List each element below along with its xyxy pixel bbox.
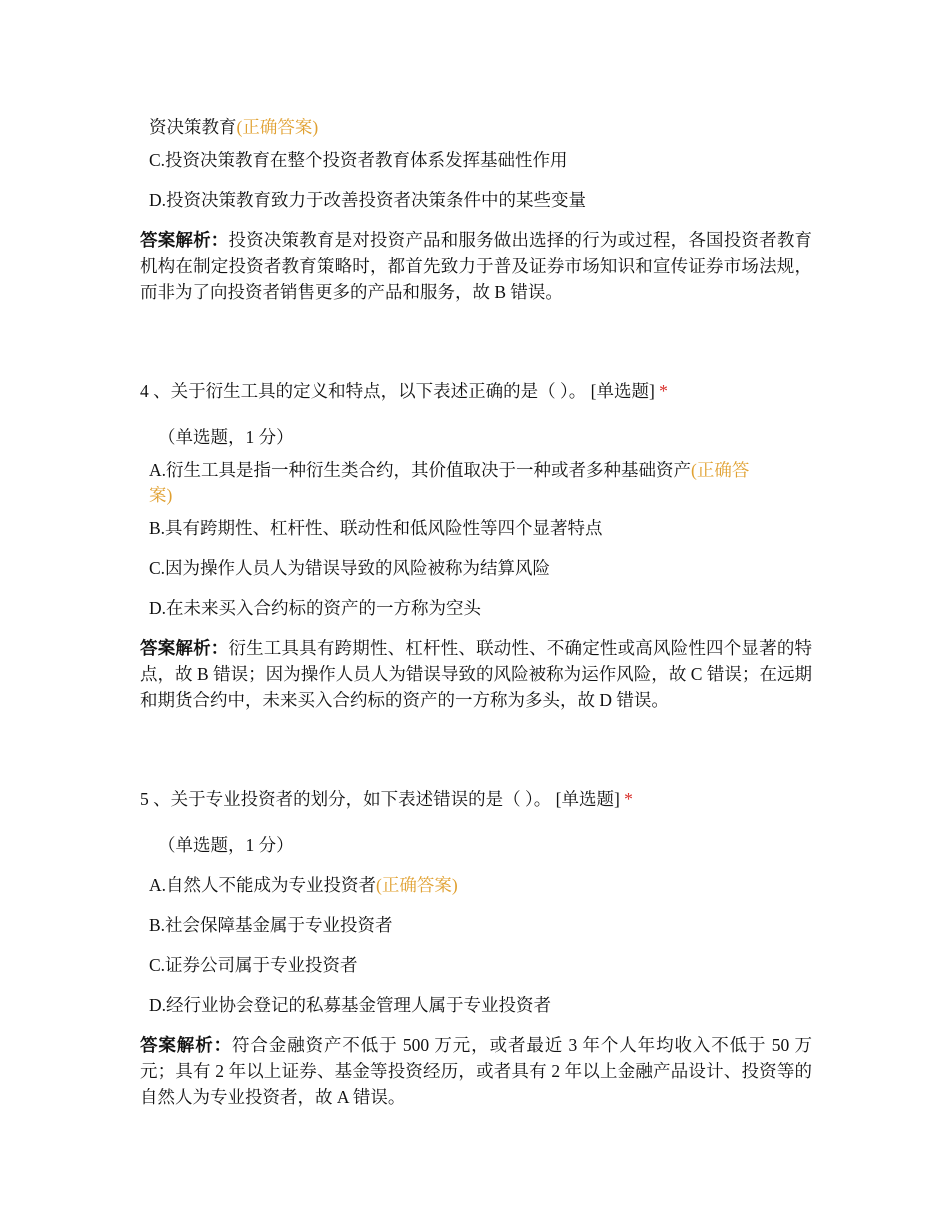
q4-title bbox=[140, 378, 668, 404]
q3-option-b-tail bbox=[149, 114, 318, 140]
q4-analysis-text: 衍生工具具有跨期性、杠杆性、联动性、不确定性或高风险性四个显著的特点，故 B 错误；因为操作人员人为错误导致的风险被称为运作风险，故 C 错误；在远期和期货合约中，未来买入合约标的资产的一方称为多头，故 D 错误。 bbox=[140, 638, 813, 710]
q4-option-a-text: A.衍生工具是指一种衍生类合约，其价值取决于一种或者多种基础资产 bbox=[149, 460, 692, 480]
q5-info: （单选题，1 分） bbox=[158, 835, 294, 855]
q4-info: （单选题，1 分） bbox=[158, 427, 294, 447]
q3-option-b-text: 资决策教育 bbox=[149, 117, 237, 137]
q5-option-a bbox=[149, 872, 458, 898]
q3-option-d: D.投资决策教育致力于改善投资者决策条件中的某些变量 bbox=[149, 190, 587, 210]
q4-required-mark: * bbox=[659, 381, 668, 401]
q4-correct-answer-tag-wrap: 案) bbox=[149, 485, 173, 505]
q5-option-b: B.社会保障基金属于专业投资者 bbox=[149, 915, 393, 935]
q3-answer-analysis bbox=[140, 227, 812, 305]
q3-option-c: C.投资决策教育在整个投资者教育体系发挥基础性作用 bbox=[149, 150, 568, 170]
q3-correct-answer-tag: (正确答案) bbox=[236, 117, 319, 137]
q3-analysis-text: 投资决策教育是对投资产品和服务做出选择的行为或过程，各国投资者教育机构在制定投资者教育策略时，都首先致力于普及证券市场知识和宣传证券市场法规，而非为了向投资者销售更多的产品和服务，故 B 错误。 bbox=[140, 230, 813, 302]
q5-title bbox=[140, 786, 633, 812]
q4-option-b: B.具有跨期性、杠杆性、联动性和低风险性等四个显著特点 bbox=[149, 518, 603, 538]
q5-title-text: 5 、关于专业投资者的划分，如下表述错误的是（ ）。 [单选题] bbox=[140, 789, 620, 809]
q4-option-a bbox=[149, 457, 749, 483]
q4-option-a-wrap bbox=[149, 482, 172, 508]
q5-option-a-text: A.自然人不能成为专业投资者 bbox=[149, 875, 377, 895]
q5-option-d: D.经行业协会登记的私募基金管理人属于专业投资者 bbox=[149, 995, 552, 1015]
q4-correct-answer-tag: (正确答 bbox=[691, 460, 750, 480]
q5-answer-analysis bbox=[140, 1032, 812, 1110]
q4-title-text: 4 、关于衍生工具的定义和特点，以下表述正确的是（ ）。 [单选题] bbox=[140, 381, 655, 401]
q3-analysis-label: 答案解析： bbox=[140, 230, 229, 250]
q5-analysis-text: 符合金融资产不低于 500 万元，或者最近 3 年个人年均收入不低于 50 万元；具有 2 年以上证券、基金等投资经历，或者具有 2 年以上金融产品设计、投资等的自然人为专业投资者，故 A 错误。 bbox=[140, 1035, 813, 1107]
q5-option-c: C.证券公司属于专业投资者 bbox=[149, 955, 358, 975]
q5-analysis-label: 答案解析： bbox=[140, 1035, 232, 1055]
q4-answer-analysis bbox=[140, 635, 812, 713]
q4-analysis-label: 答案解析： bbox=[140, 638, 229, 658]
q5-correct-answer-tag: (正确答案) bbox=[376, 875, 458, 895]
q5-required-mark: * bbox=[624, 789, 633, 809]
q4-option-c: C.因为操作人员人为错误导致的风险被称为结算风险 bbox=[149, 558, 551, 578]
q4-option-d: D.在未来买入合约标的资产的一方称为空头 bbox=[149, 598, 482, 618]
